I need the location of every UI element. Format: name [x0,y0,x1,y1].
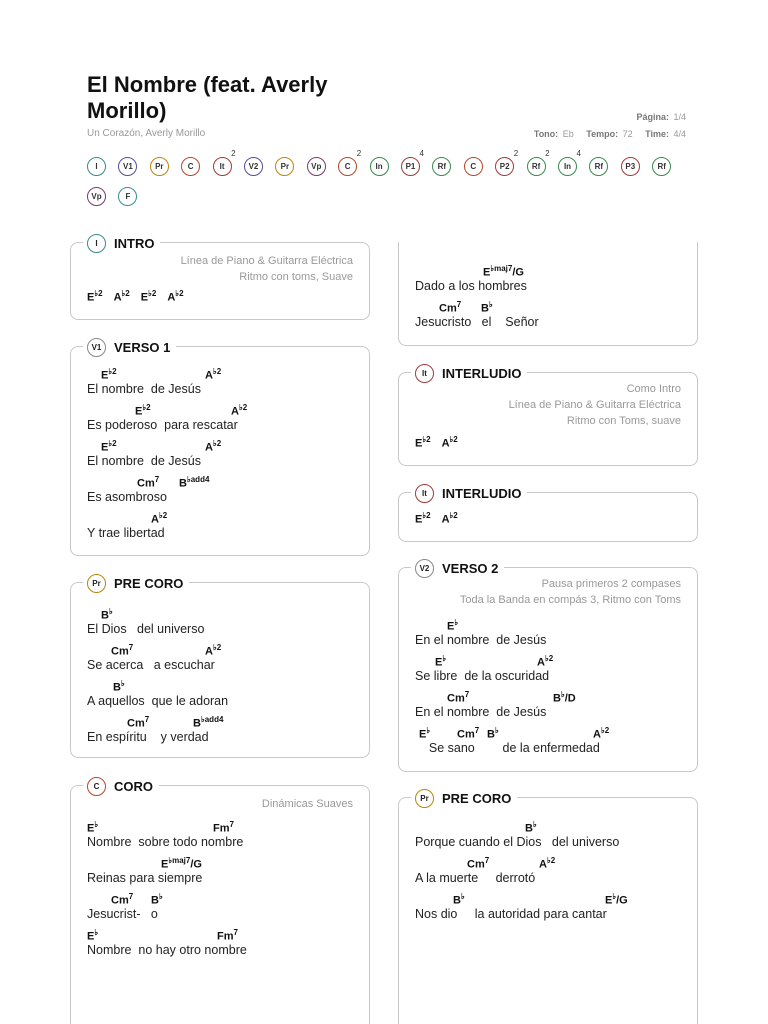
chord-symbol: Cm$^7$ [467,856,490,871]
song-subtitle: Un Corazón, Averly Morillo [87,128,206,139]
chord-symbol: Fm$^7$ [217,928,238,943]
section-badge: V2 [415,559,434,578]
section-badge: C [87,777,106,796]
roadmap-badge-repeat: 2 [513,149,519,158]
key-label: Tono: [533,129,559,139]
roadmap-badge-label: V2 [248,162,259,171]
chord-symbol: $A^{♭2}$ [593,726,610,741]
chord-symbol: Cm$^7$ [439,300,462,315]
section-badge: Pr [87,574,106,593]
section-note: Línea de Piano & Guitarra Eléctrica [508,399,681,411]
section-note: Toda la Banda en compás 3, Ritmo con Toms [459,594,681,606]
chord-symbol: B♭ [525,820,537,835]
section-intro [70,235,370,320]
chord-symbol: Cm$^7$ [457,726,480,741]
song-title: El Nombre (feat. Averly Morillo) [87,72,328,123]
chord-symbol: B♭ [481,300,493,315]
lyric-line: Reinas para siempre [87,871,203,885]
page-value: 1/4 [673,112,686,122]
roadmap-badge[interactable] [621,157,640,176]
lyric-line: Es poderoso para rescatar [87,418,238,432]
lyric-line: Y trae libertad [87,526,165,540]
roadmap-badge-repeat: 2 [231,149,236,158]
roadmap-badge[interactable] [401,149,424,176]
page-indicator [636,112,686,122]
lyric-line: Nombre no hay otro nombre [87,943,247,957]
roadmap-badge-label: P1 [405,162,416,171]
lyric-line: El nombre de Jesús [87,382,201,396]
roadmap-badge[interactable] [244,157,263,176]
chord-symbol: B♭ [151,892,163,907]
chord-symbol: Cm$^7$ [137,475,160,490]
roadmap-badge-repeat: 4 [419,149,424,158]
section-note: Ritmo con toms, Suave [239,271,353,283]
roadmap-badge-label: Pr [280,162,290,171]
section-interludio-2 [398,485,698,542]
section-badge: It [415,484,434,503]
section-pre-coro-2 [398,790,698,1024]
chord-symbol: B♭/D [553,690,576,705]
lyric-line: Porque cuando el Dios del universo [415,835,620,849]
chord-symbol: $A^{♭2}$ [205,643,222,658]
tempo-label: Tempo: [586,129,619,139]
roadmap-badge-repeat: 2 [356,149,362,158]
roadmap-badge[interactable] [181,157,200,176]
chord-symbol: Cm$^7$ [111,643,134,658]
chord-row: $E^{♭2}$ $A^{♭2}$ [415,511,458,526]
roadmap-badge-label: P3 [625,162,636,171]
chord-symbol: $A^{♭2}$ [151,511,168,526]
section-title: INTERLUDIO [442,365,522,381]
chord-symbol: Cm$^7$ [111,892,134,907]
time-value: 4/4 [673,129,686,139]
section-coro-continued [398,242,698,346]
section-interludio-1 [398,365,698,466]
chord-symbol: $B^{♭add4}$ [193,715,224,730]
chord-symbol: Cm$^7$ [447,690,470,705]
section-coro [70,778,370,1024]
section-title: CORO [114,778,153,794]
chord-symbol: $A^{♭2}$ [539,856,556,871]
roadmap-badge-label: Vp [311,162,322,171]
roadmap-badge-label: It [219,162,225,171]
roadmap-badge-label: C [344,162,351,171]
roadmap-badge-label: C [187,162,194,171]
roadmap-badge[interactable] [150,157,169,176]
chord-symbol: $E^{♭2}$ [101,439,117,454]
roadmap-badge-label: Rf [531,162,541,171]
section-badge: V1 [87,338,106,357]
roadmap-badge-label: P2 [499,162,510,171]
roadmap-badge[interactable] [87,157,106,176]
chord-symbol: $E^{♭maj7}/G$ [483,264,524,279]
chord-symbol: E♭/G [605,892,628,907]
roadmap-badge-label: In [375,162,383,171]
lyric-line: Dado a los hombres [415,279,527,293]
roadmap-badge[interactable] [652,157,671,176]
section-badge: Pr [415,789,434,808]
chord-symbol: $A^{♭2}$ [537,654,554,669]
lyric-line: En el nombre de Jesús [415,705,547,719]
section-header [83,572,189,594]
roadmap-badge[interactable] [118,157,137,176]
chord-symbol: E♭ [87,928,99,943]
section-title: VERSO 1 [114,339,171,355]
roadmap-badge[interactable] [118,187,137,206]
roadmap-badge-label: Vp [91,192,102,201]
lyric-line: El nombre de Jesús [87,454,201,468]
chord-symbol: Fm$^7$ [213,820,234,835]
song-meta [534,129,686,139]
section-title: PRE CORO [114,575,184,591]
roadmap-badge-label: C [470,162,477,171]
chord-symbol: Cm$^7$ [127,715,150,730]
lyric-line: Se sano de la enfermedad [415,741,600,755]
roadmap-badge[interactable] [338,149,362,176]
roadmap-badge[interactable] [275,157,294,176]
chord-symbol: E♭ [435,654,447,669]
chord-symbol: E♭ [87,820,99,835]
lyric-line: Se libre de la oscuridad [415,669,550,683]
section-badge: It [415,364,434,383]
chord-row: $E^{♭2}$ $A^{♭2}$ $E^{♭2}$ $A^{♭2}$ [87,289,184,304]
lyric-line: Nombre sobre todo nombre [87,835,244,849]
time-label: Time: [645,129,669,139]
roadmap-badge-repeat: 4 [576,149,581,158]
section-pre-coro-1 [70,575,370,758]
roadmap-badge-label: Pr [155,162,164,171]
chord-symbol: E♭ [419,726,431,741]
section-note: Como Intro [626,383,681,395]
roadmap-badge-label: Rf [657,162,666,171]
lyric-line: En espíritu y verdad [87,730,209,744]
lyric-line: Se acerca a escuchar [87,658,215,672]
roadmap-badge[interactable] [432,157,451,176]
roadmap-badge-label: V1 [122,162,133,171]
section-verso-1 [70,339,370,556]
section-header [411,557,504,579]
roadmap-badge-label: Rf [594,162,604,171]
lyric-line: Nos dio la autoridad para cantar [415,907,607,921]
lyric-line: Es asombroso [87,490,167,504]
section-note: Dinámicas Suaves [261,798,353,810]
key-value: Eb [562,129,574,139]
chord-symbol: E♭ [447,618,459,633]
roadmap-badge[interactable] [558,149,581,176]
chord-row: $E^{♭2}$ $A^{♭2}$ [415,435,458,450]
section-badge: I [87,234,106,253]
section-header [83,336,176,358]
roadmap-badge[interactable] [495,149,519,176]
roadmap-badge[interactable] [527,149,550,176]
chord-symbol: $A^{♭2}$ [205,439,222,454]
lyric-line: Jesucristo el Señor [415,315,539,329]
section-header [411,787,517,809]
roadmap-badge-label: Rf [437,162,447,171]
chord-symbol: B♭ [113,679,125,694]
roadmap-badge[interactable] [87,187,106,206]
section-title: PRE CORO [442,790,512,806]
chord-symbol: $E^{♭2}$ [101,367,117,382]
lyric-line: A la muerte derrotó [415,871,536,885]
roadmap-badge[interactable] [213,149,236,176]
chord-symbol: $B^{♭add4}$ [179,475,210,490]
section-note: Ritmo con Toms, suave [566,415,681,427]
roadmap-badge[interactable] [589,157,608,176]
lyric-line: Jesucrist- o [87,907,158,921]
chord-symbol: $E^{♭maj7}/G$ [161,856,202,871]
section-title: INTERLUDIO [442,485,522,501]
chord-symbol: B♭ [101,607,113,622]
section-title: VERSO 2 [442,560,499,576]
chord-symbol: B♭ [487,726,499,741]
roadmap-badge-label: F [125,192,131,201]
section-header [411,482,527,504]
section-note: Pausa primeros 2 compases [541,578,681,590]
section-header [83,775,159,797]
chord-symbol: B♭ [453,892,465,907]
roadmap-badge-label: In [563,162,572,171]
section-note: Línea de Piano & Guitarra Eléctrica [180,255,353,267]
roadmap-badge-label: I [95,162,98,171]
section-title: INTRO [114,235,155,251]
section-header [411,362,527,384]
page-label: Página: [636,112,669,122]
lyric-line: El Dios del universo [87,622,205,636]
chord-symbol: $A^{♭2}$ [205,367,222,382]
lyric-line: En el nombre de Jesús [415,633,547,647]
section-header [83,232,160,254]
roadmap-badge-repeat: 2 [545,149,550,158]
lyric-line: A aquellos que le adoran [87,694,229,708]
roadmap-badge[interactable] [464,157,483,176]
chord-symbol: $E^{♭2}$ [135,403,151,418]
roadmap-badge[interactable] [307,157,326,176]
tempo-value: 72 [622,129,633,139]
section-verso-2 [398,560,698,772]
roadmap-badge[interactable] [370,157,389,176]
chord-symbol: $A^{♭2}$ [231,403,248,418]
